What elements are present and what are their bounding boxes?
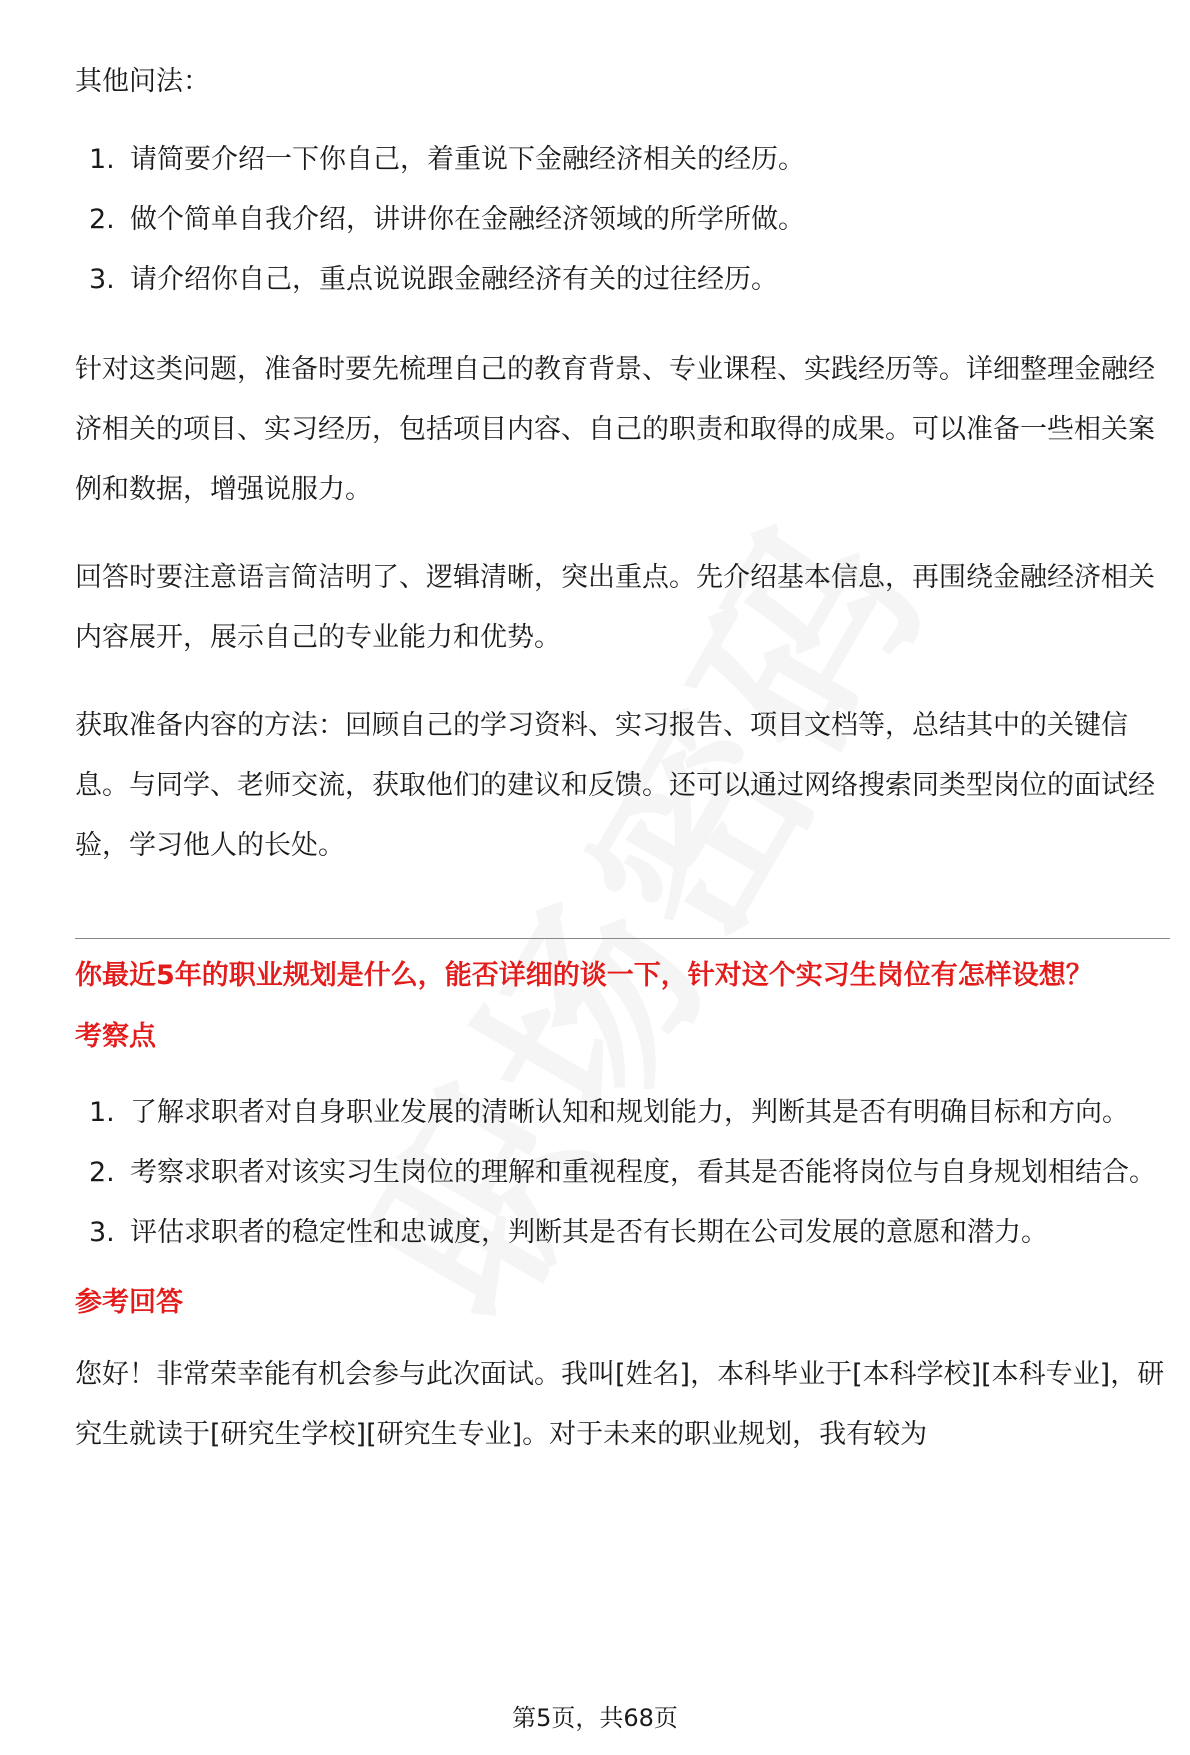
list-item — [75, 1143, 1170, 1203]
alt-questions-label: 其他问法： — [75, 66, 210, 97]
list-number: 1. — [89, 1097, 115, 1128]
reference-heading: 参考回答 — [75, 1287, 183, 1318]
list-item — [75, 250, 1170, 310]
list-text: 考察求职者对该实习生岗位的理解和重视程度，看其是否能将岗位与自身规划相结合。 — [130, 1157, 1156, 1188]
question-title: 你最近5年的职业规划是什么，能否详细的谈一下，针对这个实习生岗位有怎样设想？ — [75, 960, 1093, 991]
list-item — [75, 1083, 1170, 1143]
list-number: 3. — [89, 264, 115, 295]
list-item — [75, 130, 1170, 190]
list-number: 2. — [89, 1157, 115, 1188]
section-divider — [75, 938, 1170, 939]
assessment-heading: 考察点 — [75, 1021, 156, 1052]
list-number: 2. — [89, 204, 115, 235]
document-page — [75, 62, 1170, 1465]
list-number: 3. — [89, 1217, 115, 1248]
alt-questions-list — [75, 130, 1170, 310]
list-item — [75, 1203, 1170, 1263]
list-text: 了解求职者对自身职业发展的清晰认知和规划能力，判断其是否有明确目标和方向。 — [130, 1097, 1129, 1128]
list-item — [75, 190, 1170, 250]
assessment-list — [75, 1083, 1170, 1263]
page-footer: 第5页，共68页 — [512, 1704, 678, 1732]
paragraph-method: 获取准备内容的方法：回顾自己的学习资料、实习报告、项目文档等，总结其中的关键信息。与同学、老师交流，获取他们的建议和反馈。还可以通过网络搜索同类型岗位的面试经验，学习他人的长处。 — [75, 710, 1155, 861]
list-text: 评估求职者的稳定性和忠诚度，判断其是否有长期在公司发展的意愿和潜力。 — [130, 1217, 1048, 1248]
paragraph-answering: 回答时要注意语言简洁明了、逻辑清晰，突出重点。先介绍基本信息，再围绕金融经济相关内容展开，展示自己的专业能力和优势。 — [75, 562, 1155, 653]
paragraph-preparation: 针对这类问题，准备时要先梳理自己的教育背景、专业课程、实践经历等。详细整理金融经济相关的项目、实习经历，包括项目内容、自己的职责和取得的成果。可以准备一些相关案例和数据，增强说服力。 — [75, 354, 1155, 505]
list-number: 1. — [89, 144, 115, 175]
list-text: 做个简单自我介绍，讲讲你在金融经济领域的所学所做。 — [130, 204, 805, 235]
list-text: 请简要介绍一下你自己，着重说下金融经济相关的经历。 — [130, 144, 805, 175]
reference-answer: 您好！非常荣幸能有机会参与此次面试。我叫[姓名]，本科毕业于[本科学校][本科专业]，研究生就读于[研究生学校][研究生专业]。对于未来的职业规划，我有较为 — [75, 1359, 1165, 1450]
list-text: 请介绍你自己，重点说说跟金融经济有关的过往经历。 — [130, 264, 778, 295]
